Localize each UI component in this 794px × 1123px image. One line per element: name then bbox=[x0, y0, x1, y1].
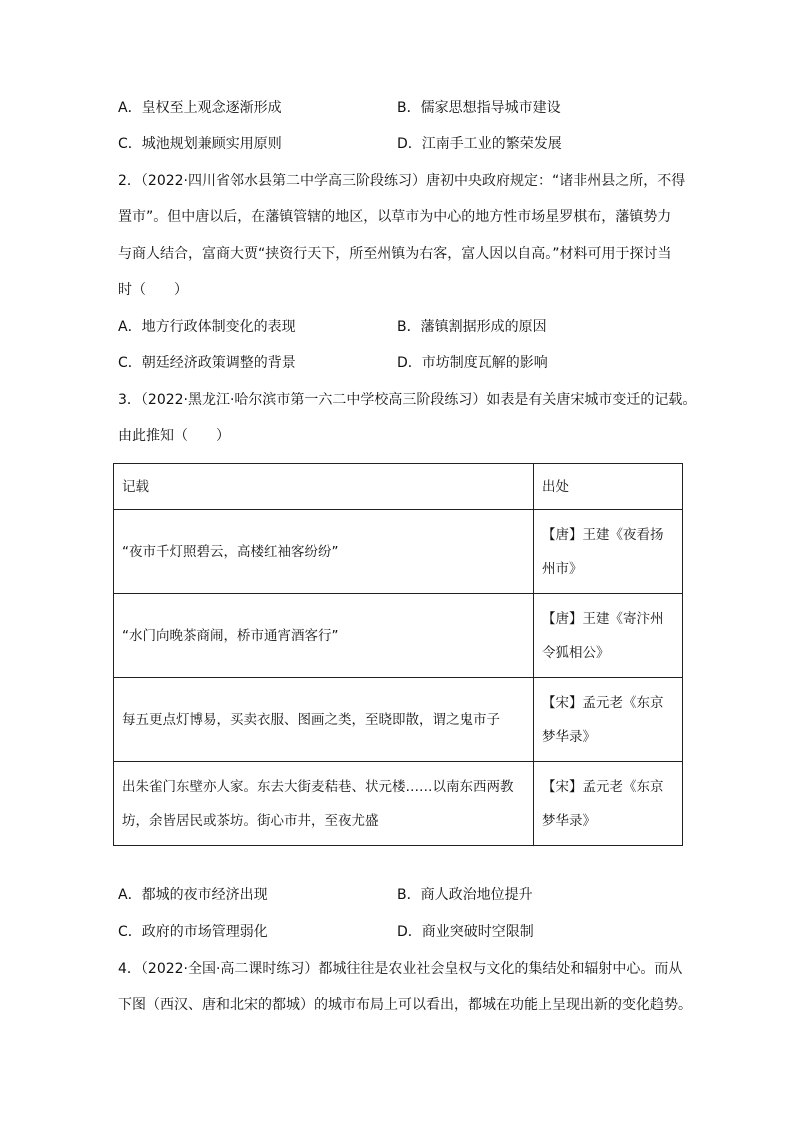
table-row bbox=[114, 678, 683, 762]
table-header-row bbox=[114, 464, 683, 510]
table-cell-record: “夜市千灯照碧云，高楼红袖客纷纷” bbox=[114, 510, 534, 594]
records-table bbox=[113, 463, 683, 846]
q3-stem-line-2: 由此推知（ ） bbox=[118, 428, 230, 444]
table-cell-source-text: 【唐】王建《夜看扬州市》 bbox=[542, 526, 664, 577]
q3-options-row-2 bbox=[118, 922, 678, 942]
table-cell-source bbox=[534, 594, 683, 678]
q4-stem-line-2: 下图（西汉、唐和北宋的都城）的城市布局上可以看出，都城在功能上呈现出新的变化趋势。 bbox=[118, 997, 692, 1013]
q1-option-b: B．儒家思想指导城市建设 bbox=[397, 100, 561, 116]
table-cell-source bbox=[534, 510, 683, 594]
table-cell-record: “水门向晚茶商闹，桥市通宵酒客行” bbox=[114, 594, 534, 678]
q3-option-a: A．都城的夜市经济出现 bbox=[118, 887, 268, 903]
table-cell-source bbox=[534, 678, 683, 762]
table-cell-source-text: 【宋】孟元老《东京梦华录》 bbox=[542, 694, 664, 745]
q2-stem-line-3: 与商人结合，富商大贾“挟资行天下，所至州镇为右客，富人因以自高。”材料可用于探讨当 bbox=[118, 246, 672, 262]
table-cell-source-text: 【宋】孟元老《东京梦华录》 bbox=[542, 778, 664, 829]
table-cell-source bbox=[534, 762, 683, 846]
q3-option-d: D．商业突破时空限制 bbox=[397, 924, 534, 940]
table-cell-record-text: 出朱雀门东壁亦人家。东去大街麦秸巷、状元楼……以南东西两教坊，余皆居民或茶坊。街心市井，至夜尤盛 bbox=[122, 778, 514, 829]
q2-option-a: A．地方行政体制变化的表现 bbox=[118, 319, 296, 335]
table-cell-record bbox=[114, 762, 534, 846]
q2-option-c: C．朝廷经济政策调整的背景 bbox=[118, 355, 296, 371]
q2-options-row-1 bbox=[118, 317, 678, 337]
q3-stem-line-1: 3．（2022·黑龙江·哈尔滨市第一六二中学校高三阶段练习）如表是有关唐宋城市变迁的记载。 bbox=[118, 392, 697, 408]
q1-options-row-1 bbox=[118, 98, 678, 118]
table-row bbox=[114, 594, 683, 678]
q1-option-d: D．江南手工业的繁荣发展 bbox=[397, 136, 562, 152]
q2-stem-line-4: 时（ ） bbox=[118, 282, 188, 298]
q4-stem-line-1: 4．（2022·全国·高二课时练习）都城往往是农业社会皇权与文化的集结处和辐射中心。而从 bbox=[118, 961, 683, 977]
q2-stem-line-2: 置市”。但中唐以后，在藩镇管辖的地区，以草市为中心的地方性市场星罗棋布，藩镇势力 bbox=[118, 209, 672, 225]
q2-stem-line-1: 2．（2022·四川省邻水县第二中学高三阶段练习）唐初中央政府规定：“诸非州县之所，不得 bbox=[118, 173, 686, 189]
q2-option-d: D．市坊制度瓦解的影响 bbox=[397, 355, 548, 371]
q3-option-b: B．商人政治地位提升 bbox=[397, 887, 533, 903]
q2-option-b: B．藩镇割据形成的原因 bbox=[397, 319, 547, 335]
q1-option-c: C．城池规划兼顾实用原则 bbox=[118, 136, 282, 152]
table-row bbox=[114, 510, 683, 594]
table-header-source: 出处 bbox=[534, 464, 683, 510]
table-header-record: 记载 bbox=[114, 464, 534, 510]
q1-option-a: A．皇权至上观念逐渐形成 bbox=[118, 100, 282, 116]
table-row bbox=[114, 762, 683, 846]
q1-options-row-2 bbox=[118, 134, 678, 154]
q3-option-c: C．政府的市场管理弱化 bbox=[118, 924, 268, 940]
table-cell-source-text: 【唐】王建《寄汴州令狐相公》 bbox=[542, 610, 664, 661]
q2-options-row-2 bbox=[118, 353, 678, 373]
q3-options-row-1 bbox=[118, 885, 678, 905]
table-cell-record: 每五更点灯博易，买卖衣服、图画之类，至晓即散，谓之鬼市子 bbox=[114, 678, 534, 762]
